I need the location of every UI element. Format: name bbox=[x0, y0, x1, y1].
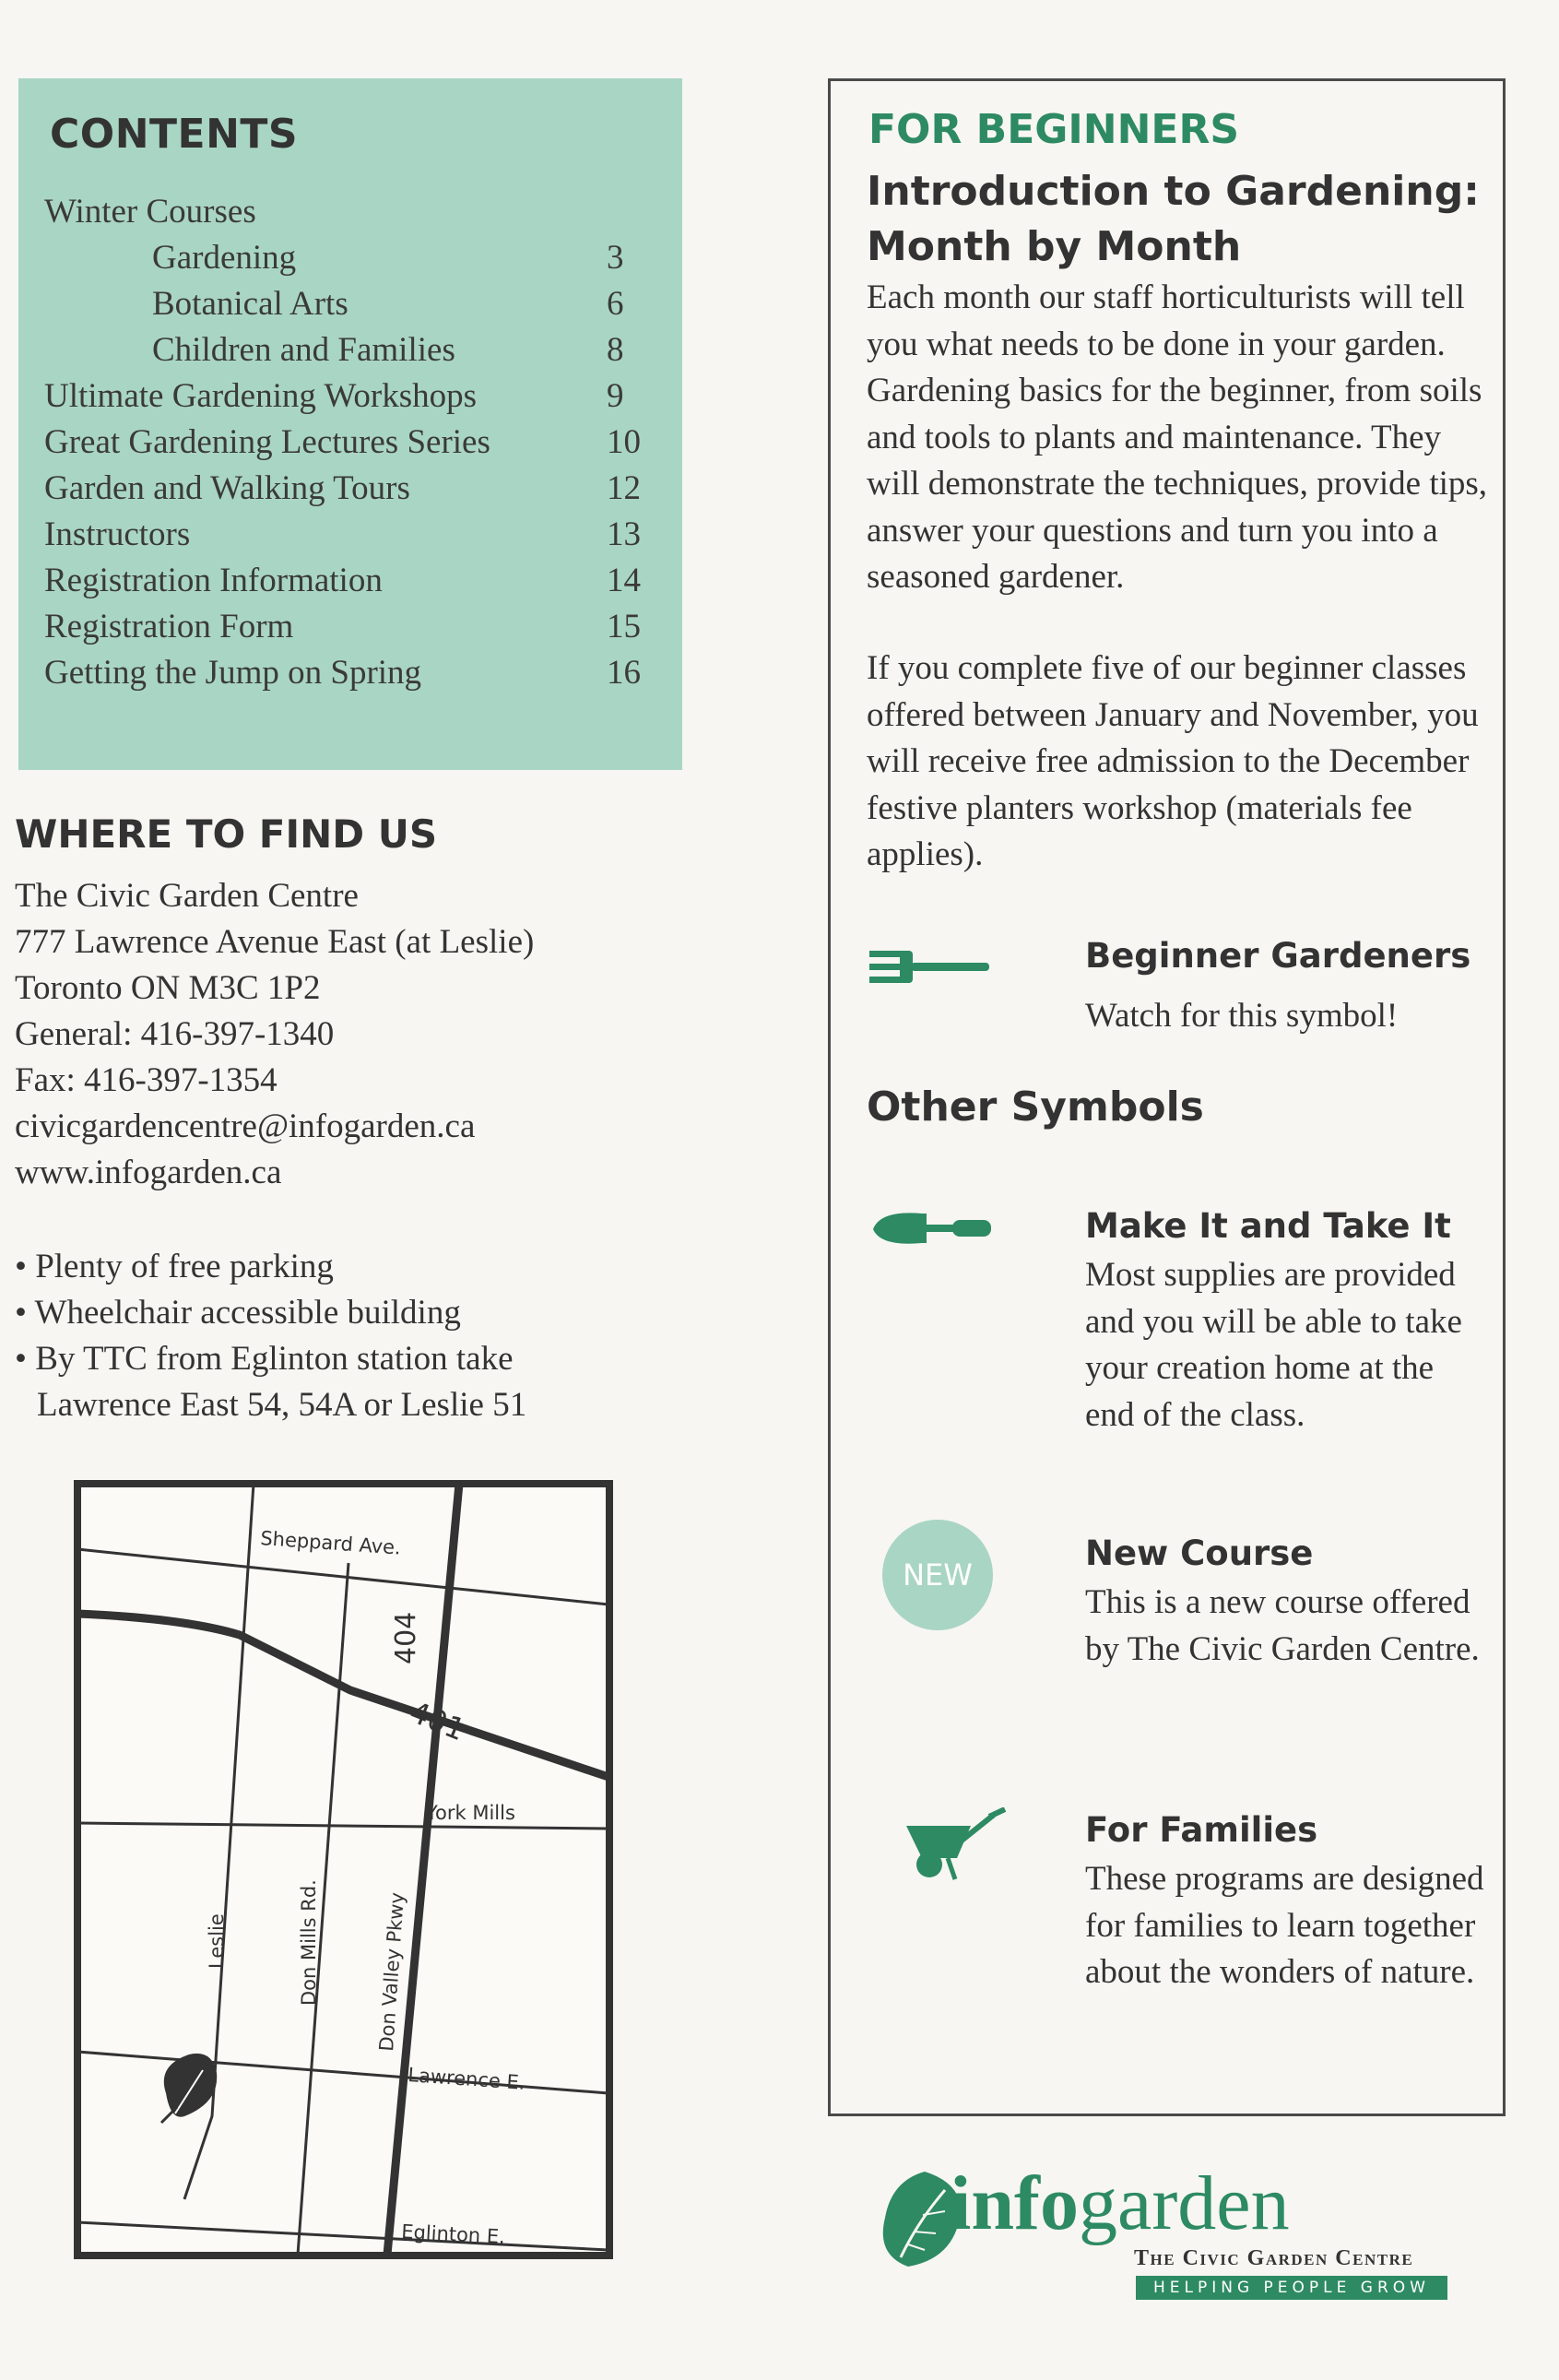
logo-org-name: The Civic Garden Centre bbox=[1134, 2246, 1414, 2270]
fork-icon bbox=[865, 945, 994, 991]
toc-label: Winter Courses bbox=[44, 193, 256, 231]
address-line: The Civic Garden Centre bbox=[15, 877, 359, 915]
toc-item[interactable] bbox=[44, 512, 648, 558]
map-label-eglinton: Eglinton E. bbox=[400, 2220, 506, 2248]
toc-label: Botanical Arts bbox=[152, 285, 348, 323]
symbol-desc-new-course: This is a new course offered by The Civic Garden Centre. bbox=[1085, 1583, 1480, 1668]
trowel-icon bbox=[871, 1206, 1000, 1252]
toc-page: 6 bbox=[607, 285, 624, 323]
map-label-dvp: Don Valley Pkwy bbox=[375, 1891, 409, 2053]
toc-page: 16 bbox=[607, 654, 641, 692]
map-label-don-mills: Don Mills Rd. bbox=[298, 1879, 320, 2006]
find-us-title: WHERE TO FIND US bbox=[15, 811, 438, 857]
wheelbarrow-icon bbox=[902, 1807, 1008, 1886]
toc-page: 15 bbox=[607, 608, 641, 645]
toc-page: 13 bbox=[607, 515, 641, 553]
toc-item[interactable] bbox=[44, 281, 648, 327]
heading-line: Month by Month bbox=[867, 223, 1242, 270]
other-symbols-title: Other Symbols bbox=[867, 1083, 1204, 1131]
map-label-404: 404 bbox=[390, 1611, 422, 1664]
list-item: • Wheelchair accessible building bbox=[15, 1294, 461, 1332]
symbol-title-families: For Families bbox=[1085, 1810, 1318, 1850]
toc-label: Registration Form bbox=[44, 608, 294, 645]
toc-label: Ultimate Gardening Workshops bbox=[44, 377, 478, 415]
toc-page: 3 bbox=[607, 239, 624, 277]
toc-item[interactable] bbox=[44, 373, 648, 420]
symbol-title-beginner: Beginner Gardeners bbox=[1085, 936, 1471, 976]
map-label-leslie: Leslie bbox=[206, 1913, 228, 1969]
website-link[interactable]: www.infogarden.ca bbox=[15, 1154, 282, 1191]
toc-item[interactable] bbox=[44, 558, 648, 604]
section-kicker: FOR BEGINNERS bbox=[868, 106, 1240, 153]
symbol-title-new-course: New Course bbox=[1085, 1533, 1314, 1573]
list-item: • By TTC from Eglinton station take bbox=[15, 1340, 514, 1378]
address-line: 777 Lawrence Avenue East (at Leslie) bbox=[15, 923, 535, 961]
location-map bbox=[74, 1480, 613, 2259]
list-item-continuation: Lawrence East 54, 54A or Leslie 51 bbox=[37, 1386, 527, 1424]
toc-item[interactable] bbox=[44, 604, 648, 650]
toc-label: Gardening bbox=[152, 239, 297, 277]
new-badge-icon: NEW bbox=[882, 1520, 993, 1630]
toc-page: 14 bbox=[607, 562, 641, 599]
course-offer: If you complete five of our beginner classes offered between January and November, you will receive free admission to the December festive planters workshop (materials fee applies). bbox=[867, 649, 1479, 873]
toc-label: Great Gardening Lectures Series bbox=[44, 423, 490, 461]
toc-item[interactable] bbox=[44, 650, 648, 696]
course-heading bbox=[867, 164, 1494, 275]
contents-title: CONTENTS bbox=[50, 111, 299, 158]
infogarden-logo[interactable] bbox=[880, 2158, 1452, 2296]
toc-item[interactable] bbox=[44, 235, 648, 281]
toc-page: 12 bbox=[607, 469, 641, 507]
course-description: Each month our staff horticulturists will tell you what needs to be done in your garden. Gardening basics for the beginner, from soils and tools to plants and maintenance. They will demonstrate the techniques, provide tips, answer your questions and turn you into a seasoned gardener. bbox=[867, 278, 1488, 596]
logo-tagline: HELPING PEOPLE GROW bbox=[1136, 2276, 1447, 2300]
contents-panel bbox=[18, 78, 682, 770]
toc-label: Children and Families bbox=[152, 331, 455, 369]
toc-label: Getting the Jump on Spring bbox=[44, 654, 422, 692]
toc-page: 10 bbox=[607, 423, 641, 461]
toc-label: Instructors bbox=[44, 515, 191, 553]
toc-page: 9 bbox=[607, 377, 624, 415]
heading-line: Introduction to Gardening: bbox=[867, 168, 1480, 215]
directions-list bbox=[15, 1244, 715, 1428]
map-label-lawrence: Lawrence E. bbox=[407, 2064, 526, 2094]
toc-label: Registration Information bbox=[44, 562, 383, 599]
toc-item[interactable] bbox=[44, 466, 648, 512]
symbol-title-make-it: Make It and Take It bbox=[1085, 1206, 1451, 1246]
symbol-desc-families: These programs are designed for families to learn together about the wonders of nature. bbox=[1085, 1860, 1484, 1991]
logo-word-rest: garden bbox=[1079, 2161, 1290, 2246]
toc-item[interactable] bbox=[44, 420, 648, 466]
list-item: • Plenty of free parking bbox=[15, 1248, 334, 1285]
toc-item[interactable] bbox=[44, 189, 648, 235]
map-label-sheppard: Sheppard Ave. bbox=[259, 1527, 402, 1559]
symbol-desc-beginner: Watch for this symbol! bbox=[1085, 997, 1399, 1035]
email-link[interactable]: civicgardencentre@infogarden.ca bbox=[15, 1107, 476, 1145]
logo-wordmark bbox=[950, 2158, 1290, 2250]
logo-word-bold: info bbox=[950, 2161, 1080, 2246]
map-frame bbox=[77, 1484, 609, 2256]
symbol-desc-make-it: Most supplies are provided and you will be able to take your creation home at the end of the class. bbox=[1085, 1256, 1462, 1434]
toc-item[interactable] bbox=[44, 327, 648, 373]
map-label-york-mills: York Mills bbox=[426, 1802, 515, 1824]
address-line: Toronto ON M3C 1P2 bbox=[15, 969, 321, 1007]
toc-page: 8 bbox=[607, 331, 624, 369]
where-to-find-us bbox=[15, 811, 715, 1428]
phone-general: General: 416-397-1340 bbox=[15, 1015, 335, 1053]
phone-fax: Fax: 416-397-1354 bbox=[15, 1061, 278, 1099]
map-label-401: 401 bbox=[405, 1694, 470, 1748]
toc-label: Garden and Walking Tours bbox=[44, 469, 410, 507]
